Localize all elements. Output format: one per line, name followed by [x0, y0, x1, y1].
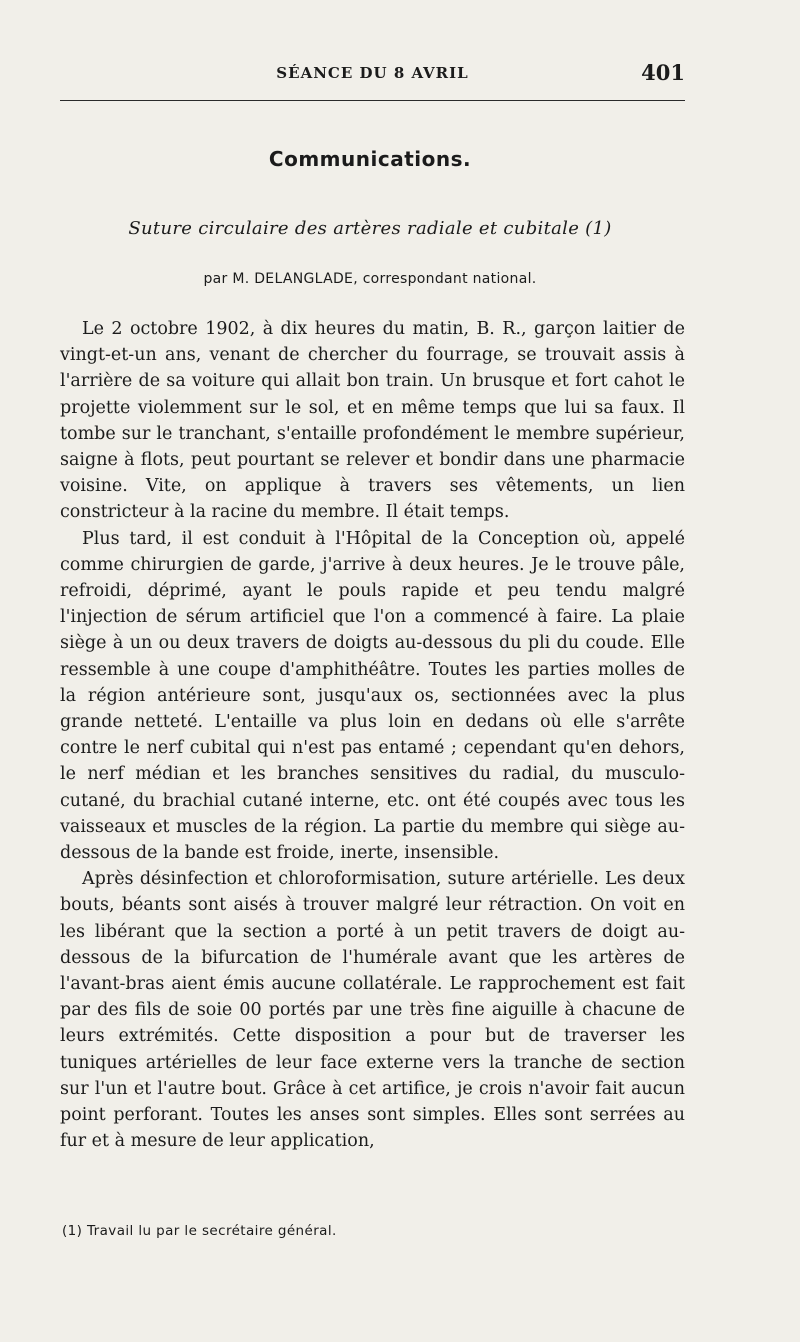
article-title: Suture circulaire des artères radiale et cubitale (1): [128, 218, 612, 239]
article-body: [60, 316, 685, 1155]
page-number: 401: [641, 60, 685, 85]
paragraph: Plus tard, il est conduit à l'Hôpital de la Conception où, appelé comme chirurgien de garde, j'arrive à deux heures. Je le trouve pâle, refroidi, déprimé, ayant le pouls rapide et peu tendu malgré l'injection de sérum artificiel que l'on a commencé à faire. La plaie siège à un ou deux travers de doigts au-dessous du pli du coude. Elle ressemble à une coupe d'amphithéâtre. Toutes les parties molles de la région antérieure sont, jusqu'aux os, sectionnées avec la plus grande netteté. L'entaille va plus loin en dedans où elle s'arrête contre le nerf cubital qui n'est pas entamé ; cependant qu'en dehors, le nerf médian et les branches sensitives du radial, du musculo-cutané, du brachial cutané interne, etc. ont été coupés avec tous les vaisseaux et muscles de la région. La partie du membre qui siège au-dessous de la bande est froide, inerte, insensible.: [60, 528, 685, 864]
footnote: (1) Travail lu par le secrétaire général.: [62, 1223, 337, 1239]
running-head-title: SÉANCE DU 8 AVRIL: [276, 64, 469, 82]
running-head: [60, 60, 685, 90]
paragraph: Après désinfection et chloroformisation, suture artérielle. Les deux bouts, béants sont aisés à trouver malgré leur rétraction. On voit en les libérant que la section a porté à un petit travers de doigt au-dessous de la bifurcation de l'humérale avant que les artères de l'avant-bras aient émis aucune collatérale. Le rapprochement est fait par des fils de soie 00 portés par une très fine aiguille à chacune de leurs extrémités. Cette disposition a pour but de traverser les tuniques artérielles de leur face externe vers la tranche de section sur l'un et l'autre bout. Grâce à cet artifice, je crois n'avoir fait aucun point perforant. Toutes les anses sont simples. Elles sont serrées au fur et à mesure de leur application,: [60, 869, 685, 1152]
header-rule: [60, 100, 685, 101]
paragraph: Le 2 octobre 1902, à dix heures du matin, B. R., garçon laitier de vingt-et-un ans, venant de chercher du fourrage, se trouvait assis à l'arrière de sa voiture qui allait bon train. Un brusque et fort cahot le projette violemment sur le sol, et en même temps que lui sa faux. Il tombe sur le tranchant, s'entaille profondément le membre supérieur, saigne à flots, peut pourtant se relever et bondir dans une pharmacie voisine. Vite, on applique à travers ses vêtements, un lien constricteur à la racine du membre. Il était temps.: [60, 319, 685, 523]
section-heading: Communications.: [268, 147, 472, 171]
author-line: par M. DELANGLADE, correspondant national.: [203, 271, 537, 287]
